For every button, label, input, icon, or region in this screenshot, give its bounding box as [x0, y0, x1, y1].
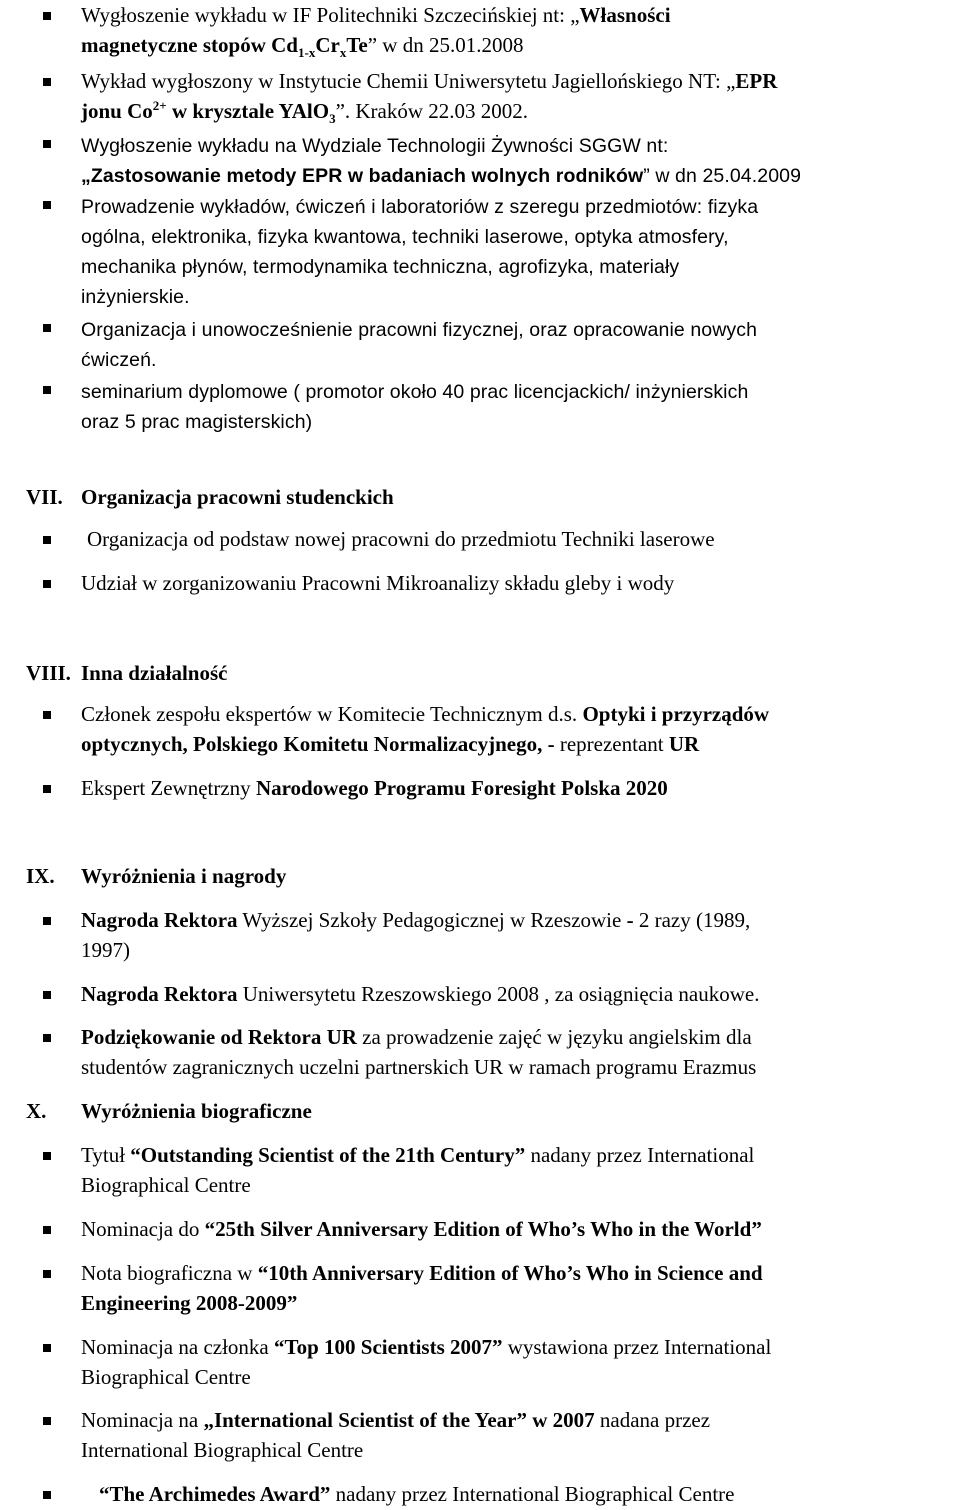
bullet-icon — [43, 201, 51, 209]
bullet-icon — [43, 324, 51, 332]
list-item: Udział w zorganizowaniu Pracowni Mikroanalizy składu gleby i wody — [81, 571, 675, 595]
bullet-icon — [43, 78, 51, 86]
section-heading: Organizacja pracowni studenckich — [81, 485, 394, 509]
list-item: Członek zespołu ekspertów w Komitecie Technicznym d.s. Optyki i przyrządów optycznych, Polskiego Komitetu Normalizacyjnego, - reprezentant UR — [81, 702, 770, 756]
bullet-icon — [43, 1034, 51, 1042]
list-item: Nagroda Rektora Uniwersytetu Rzeszowskiego 2008 , za osiągnięcia naukowe. — [81, 982, 760, 1006]
bullet-icon — [43, 917, 51, 925]
list-item: Ekspert Zewnętrzny Narodowego Programu Foresight Polska 2020 — [81, 776, 668, 800]
list-item: Organizacja od podstaw nowej pracowni do przedmiotu Techniki laserowe — [87, 527, 715, 551]
list-item: Wykład wygłoszony w Instytucie Chemii Uniwersytetu Jagiellońskiego NT: „EPR jonu $Co^{2+}$ w krysztale YAlO$_3$”. Kraków 22.03 2002. — [81, 69, 778, 127]
list-item: Organizacja i unowocześnienie pracowni fizycznej, oraz opracowanie nowych ćwiczeń. — [81, 319, 758, 371]
bullet-icon — [43, 1270, 51, 1278]
list-item: Prowadzenie wykładów, ćwiczeń i laboratoriów z szeregu przedmiotów: fizyka ogólna, elektronika, fizyka kwantowa, techniki laserowe, optyka atmosfery, mechanika płynów, termodynamika techniczna, agrofizyka, materiały inżynierskie. — [81, 196, 759, 308]
bullet-icon — [43, 785, 51, 793]
bullet-icon — [43, 12, 51, 20]
list-item: “The Archimedes Award” nadany przez International Biographical Centre — [99, 1482, 735, 1506]
bullet-icon — [43, 1344, 51, 1352]
section-number: IX. — [26, 864, 55, 888]
section-number: X. — [26, 1099, 47, 1123]
section-number: VII. — [26, 485, 63, 509]
section-heading: Wyróżnienia i nagrody — [81, 864, 287, 888]
section-number: VIII. — [26, 661, 71, 685]
list-item: Nota biograficzna w “10th Anniversary Edition of Who’s Who in Science and Engineering 2008-2009” — [81, 1261, 763, 1315]
bullet-icon — [43, 1491, 51, 1499]
bullet-icon — [43, 536, 51, 544]
bullet-icon — [43, 386, 51, 394]
section-heading: Inna działalność — [81, 661, 228, 685]
bullet-icon — [43, 1417, 51, 1425]
list-item: Nagroda Rektora Wyższej Szkoły Pedagogicznej w Rzeszowie - 2 razy (1989, 1997) — [81, 908, 751, 962]
list-item: Tytuł “Outstanding Scientist of the 21th Century” nadany przez International Biographical Centre — [81, 1143, 755, 1197]
list-item: Nominacja na członka “Top 100 Scientists 2007” wystawiona przez International Biographical Centre — [81, 1335, 772, 1389]
list-item: Wygłoszenie wykładu na Wydziale Technologii Żywności SGGW nt: „Zastosowanie metody EPR w badaniach wolnych rodników” w dn 25.04.2009 — [81, 135, 802, 187]
list-item: Wygłoszenie wykładu w IF Politechniki Szczecińskiej nt: „Własności magnetyczne stopów $Cd_{1-x}Cr_xTe$” w dn 25.01.2008 — [81, 3, 671, 61]
section-heading: Wyróżnienia biograficzne — [81, 1099, 312, 1123]
bullet-icon — [43, 1152, 51, 1160]
list-item: seminarium dyplomowe ( promotor około 40 prac licencjackich/ inżynierskich oraz 5 prac magisterskich) — [81, 381, 749, 433]
list-item: Nominacja na „International Scientist of the Year” w 2007 nadana przez International Biographical Centre — [81, 1408, 711, 1462]
bullet-icon — [43, 140, 51, 148]
bullet-icon — [43, 1226, 51, 1234]
bullet-icon — [43, 711, 51, 719]
list-item: Nominacja do “25th Silver Anniversary Edition of Who’s Who in the World” — [81, 1217, 762, 1241]
list-item: Podziękowanie od Rektora UR za prowadzenie zajęć w języku angielskim dla studentów zagranicznych uczelni partnerskich UR w ramach programu Erazmus — [81, 1025, 757, 1079]
bullet-icon — [43, 991, 51, 999]
bullet-icon — [43, 580, 51, 588]
